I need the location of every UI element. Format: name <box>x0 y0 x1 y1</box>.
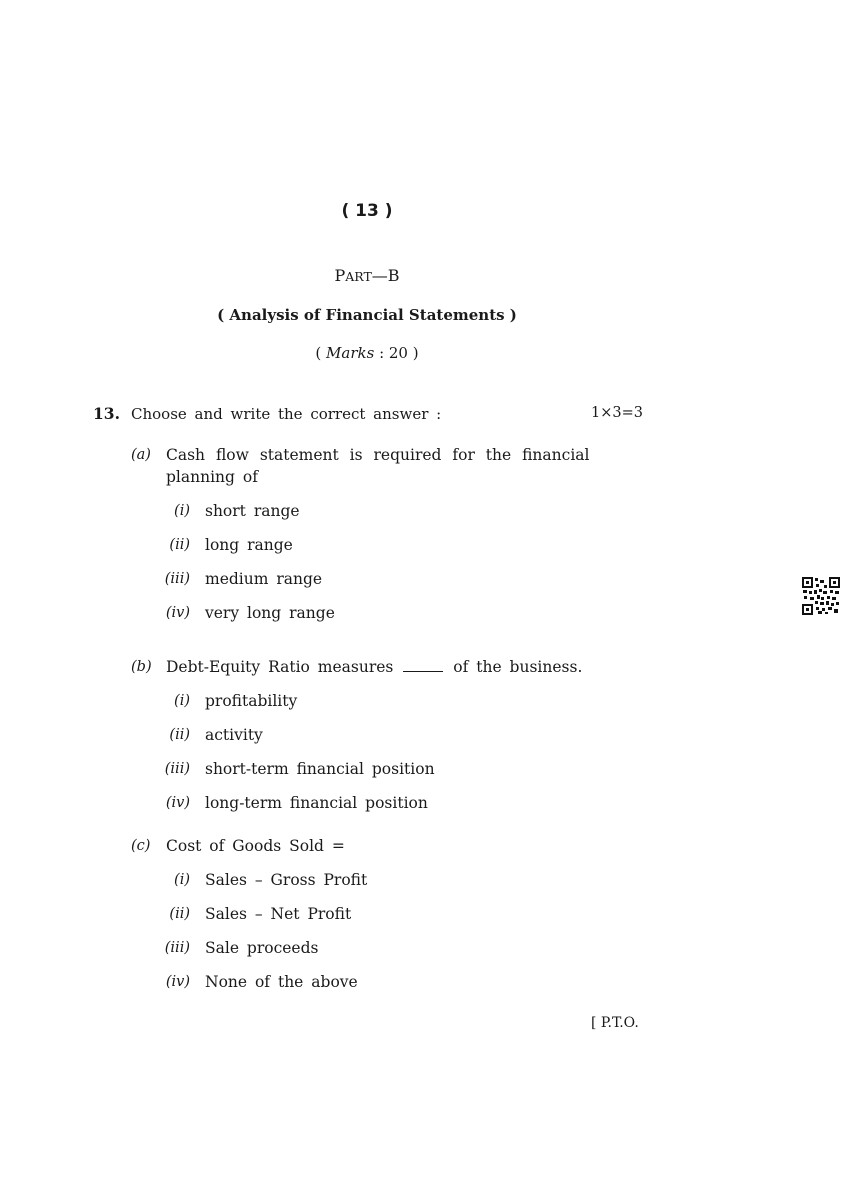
option-label: (iii) <box>164 761 190 777</box>
option-text: short range <box>205 502 300 520</box>
section-title: ( Analysis of Financial Statements ) <box>217 306 517 324</box>
qr-code-icon <box>802 577 840 615</box>
option-text: very long range <box>205 604 335 622</box>
question-marks: 1×3=3 <box>591 405 643 421</box>
option-label: (iv) <box>165 605 190 621</box>
subquestion-text-c: Cost of Goods Sold = <box>166 837 345 855</box>
subquestion-label-b: (b) <box>131 659 152 675</box>
option-text: Sales – Net Profit <box>205 905 352 923</box>
option-text: Sale proceeds <box>205 939 319 957</box>
pto-note: [ P.T.O. <box>591 1015 639 1031</box>
option-label: (ii) <box>169 727 190 743</box>
subquestion-text-a-line2: planning of <box>166 468 258 486</box>
option-text: profitability <box>205 692 298 710</box>
option-text: short-term financial position <box>205 760 435 778</box>
option-text: Sales – Gross Profit <box>205 871 368 889</box>
option-label: (i) <box>174 693 190 709</box>
marks-value: : 20 <box>379 344 408 362</box>
option-label: (iv) <box>165 974 190 990</box>
question-instruction: Choose and write the correct answer : <box>131 405 442 423</box>
option-label: (ii) <box>169 906 190 922</box>
subquestion-text-a-line1: Cash flow statement is required for the financial <box>166 446 590 464</box>
option-label: (iii) <box>164 571 190 587</box>
option-label: (iv) <box>165 795 190 811</box>
page-number: ( 13 ) <box>341 201 393 221</box>
option-text: medium range <box>205 570 323 588</box>
option-text: activity <box>205 726 263 744</box>
option-label: (i) <box>174 872 190 888</box>
option-label: (i) <box>174 503 190 519</box>
option-label: (ii) <box>169 537 190 553</box>
subquestion-text-b: Debt-Equity Ratio measures of the business. <box>166 658 583 676</box>
part-heading: PART—B <box>334 266 400 285</box>
section-marks: ( Marks : 20 ) <box>315 344 419 362</box>
option-text: long-term financial position <box>205 794 428 812</box>
marks-label: Marks <box>326 344 375 362</box>
option-text: long range <box>205 536 293 554</box>
option-text: None of the above <box>205 973 358 991</box>
question-number: 13. <box>93 404 120 423</box>
option-label: (iii) <box>164 940 190 956</box>
subquestion-label-c: (c) <box>131 838 151 854</box>
answer-blank <box>403 659 443 672</box>
subquestion-label-a: (a) <box>131 447 151 463</box>
